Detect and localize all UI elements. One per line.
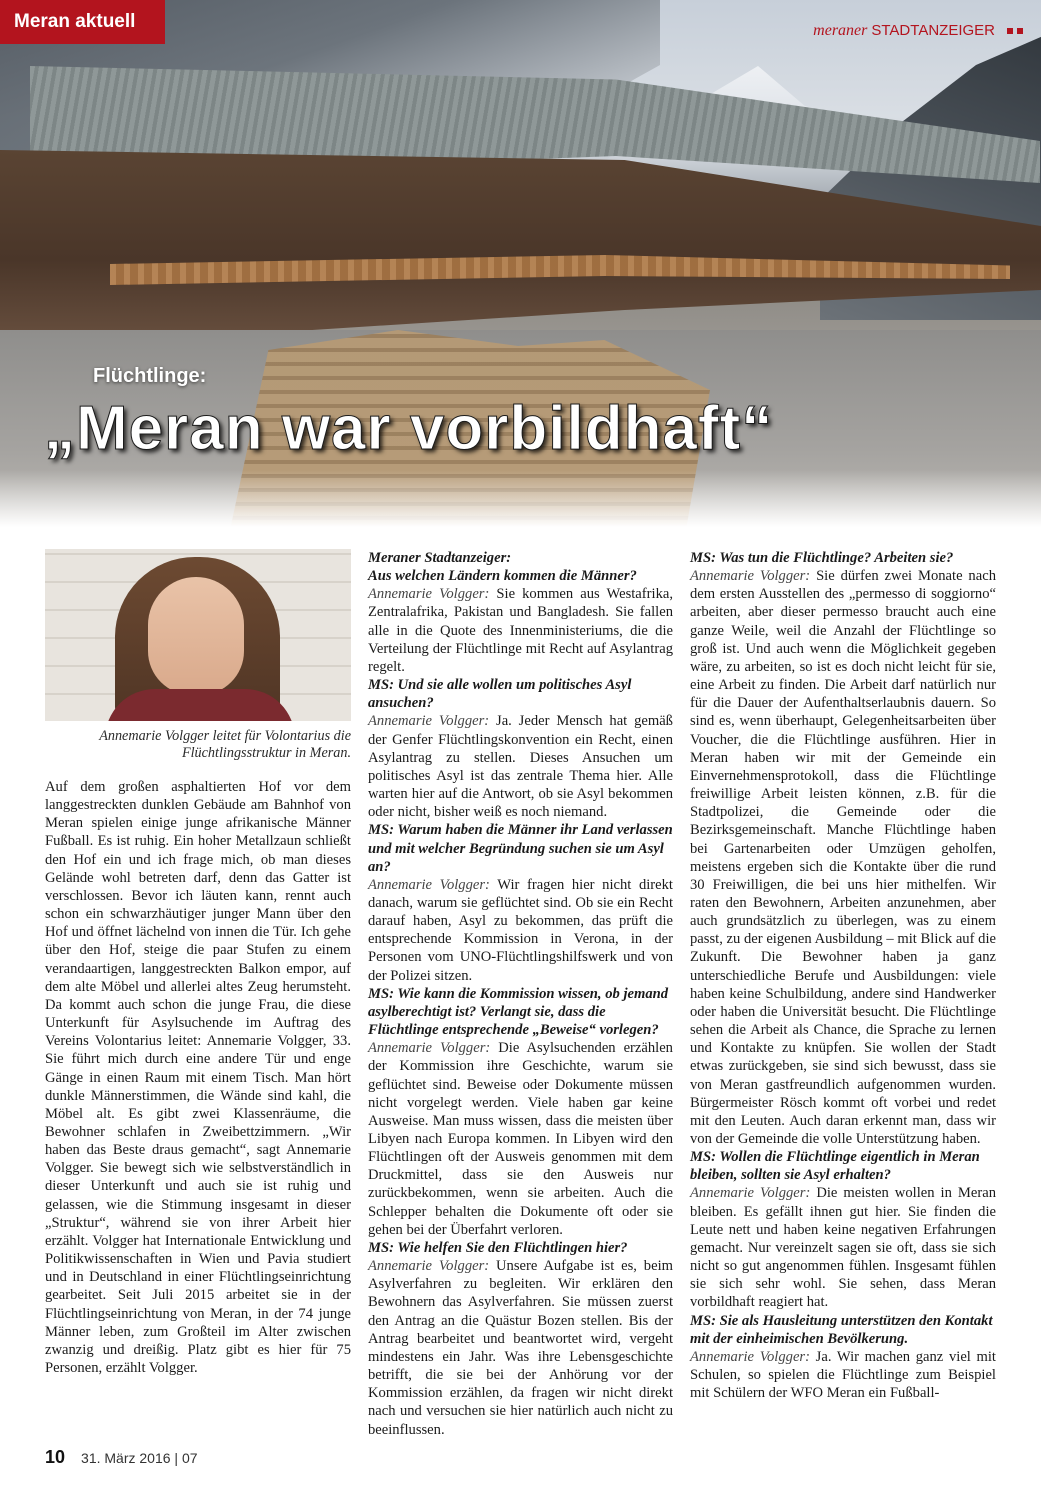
answer-speaker: Annemarie Volgger:	[690, 568, 811, 585]
interview-answer	[368, 585, 673, 676]
interview-answer	[368, 1257, 673, 1439]
article-column-2	[368, 549, 673, 1439]
article-column-3	[690, 549, 996, 1402]
interview-question: MS: Wie helfen Sie den Flüchtlingen hier?	[368, 1239, 628, 1256]
photo-fade	[0, 470, 1041, 530]
answer-text: Ja. Jeder Mensch hat gemäß der Genfer Flüchtlingskonvention ein Recht, einen Asylantrag zu stellen. Dieses Ansuchen um politisches Asyl ist das zentrale Thema hier. Alle warten hier auf die Antwort, ob sie Asyl bekommen oder nicht, bisher weiß es noch niemand.	[368, 713, 673, 821]
interview-question: Aus welchen Ländern kommen die Männer?	[368, 568, 637, 585]
section-tag: Meran aktuell	[0, 0, 165, 44]
interview-question: MS: Und sie alle wollen um politisches Asyl ansuchen?	[368, 677, 632, 712]
interview-question: MS: Wie kann die Kommission wissen, ob jemand asylberechtigt ist? Verlangt sie, dass die Flüchtlinge entsprechende „Beweise“ vorlegen?	[368, 985, 669, 1039]
logo-prefix: meraner	[813, 22, 868, 39]
interview-answer	[690, 1184, 996, 1311]
interview-question: MS: Was tun die Flüchtlinge? Arbeiten sie?	[690, 550, 954, 566]
article-column-1	[45, 778, 351, 1377]
answer-speaker: Annemarie Volgger:	[690, 1348, 810, 1365]
interview-question: MS: Warum haben die Männer ihr Land verlassen und mit welcher Begründung suchen sie um Asyl an?	[368, 822, 673, 875]
answer-text: Sie kommen aus Westafrika, Zentralafrika, Pakistan und Bangladesh. Sie fallen alle in die Quote des Innenministeriums, die die Verteilung der Flüchtlinge mit Recht auf Asylantrag regelt.	[368, 586, 673, 675]
article-intro: Auf dem großen asphaltierten Hof vor dem langgestreckten dunklen Gebäude am Bahnhof von Meran spielen einige junge afrikanische Männer Fußball. Es ist ruhig. Ein hoher Metallzaun schließt den Hof ein und ich frage mich, ob man dieses Gelände wohl betreten darf, denn das Gatter ist verschlossen. Bevor ich läuten kann, rennt auch schon ein schwarzhäutiger junger Mann über den Hof und öffnet lächelnd von innen die Tür. Ich gehe über den Hof, steige die paar Stufen zu einem verandaartigen, langgestreckten Balkon empor, auf dem alte Möbel und allerlei altes Zeug herumsteht. Da kommt auch schon die junge Frau, die diese Unterkunft für Asylsuchende im Auftrag des Vereins Volontarius leitet: Annemarie Volgger, 33. Sie führt mich durch eine andere Tür und enge Gänge in einen Raum mit einem Tisch. Man hört dunkle Männerstimmen, die Wände sind kahl, die Möbel alt. Es gibt zwei Klassenräume, die Bewohner schlafen in Zweibettzimmern. „Wir haben das Beste draus gemacht“, sagt Annemarie Volgger. Sie bewegt sich wie selbstverständlich in dieser Unterkunft und auch sie ist ruhig und gelassen, wie die Stimmung insgesamt in dieser „Struktur“, während sie von ihrer Arbeit hier erzählt. Volgger hat Internationale Entwicklung und Politikwissenschaften in Wien und Pavia studiert und in Deutschland in einer Flüchtlingseinrichtung gearbeitet. Seit Juli 2015 arbeitet sie in der Flüchtlingseinrichtung von Meran, in der 74 junge Männer leben, zum Großteil im Alter zwischen zwanzig und dreißig. Platz gibt es hier für 75 Personen, erzählt Volgger.	[45, 779, 351, 1376]
answer-text: Die Asylsuchenden erzählen der Kommission ihre Geschichte, warum sie geflüchtet sind. Beweise oder Dokumente müssen nicht vorgelegt werden. Viele haben gar keine Ausweise. Man muss wissen, dass die meisten über Libyen nach Europa kommen. In Libyen wird den Flüchtlingen oft der Ausweis genommen mit dem Druckmittel, dass sie den Ausweis nur zurückbekommen, wenn sie arbeiten. Auch die Schlepper behalten die Dokumente oft oder sie gehen bei der Überfahrt verloren.	[368, 1040, 673, 1238]
answer-text: Die meisten wollen in Meran bleiben. Es gefällt ihnen gut hier. Sie finden die Leute nett und haben keine negativen Erfahrungen gemacht. Nur vereinzelt sagen sie oft, dass sie sich nicht so gut angenommen fühlen. Insgesamt fühlen sie sich sehr wohl. Sie sehen, dass Meran vorbildhaft reagiert hat.	[690, 1185, 996, 1311]
answer-speaker: Annemarie Volgger:	[368, 1040, 491, 1057]
portrait-shirt-shape	[105, 689, 295, 721]
answer-speaker: Annemarie Volgger:	[368, 1258, 490, 1275]
interview-answer	[368, 712, 673, 821]
answer-text: Ja. Wir machen ganz viel mit Schulen, so spielen die Flüchtlinge zum Beispiel mit Schülern der WFO Meran ein Fußball-	[690, 1348, 996, 1402]
answer-speaker: Annemarie Volgger:	[368, 586, 490, 603]
answer-text: Unsere Aufgabe ist es, beim Asylverfahren zu begleiten. Wir erklären den Bewohnern das Asylverfahren. Sie müssen zuerst den Antrag an die Quästur Bozen stellen. Bis der Antrag bearbeitet und beantwortet wird, vergeht mindestens ein Jahr. Was ihre Lebensgeschichte betrifft, die sie bei der Anhörung vor der Kommission erzählen, da fragen wir nicht direkt nach und versuchen sie hier natürlich auch nicht zu beeinflussen.	[368, 1258, 673, 1438]
photo-caption: Annemarie Volgger leitet für Volontarius die Flüchtlingsstruktur in Meran.	[99, 728, 351, 761]
answer-text: Sie dürfen zwei Monate nach dem ersten Ausstellen des „permesso di soggiorno“ arbeiten, aber dieser permesso braucht auch eine ganze Weile, weil die Anzahl der Flüchtlinge so groß ist. Und auch wenn die Möglichkeit gegeben wäre, zu arbeiten, so ist es doch nicht leicht für sie, eine Arbeit zu finden. Die Arbeit darf natürlich nur für die Dauer der Aufenthaltserlaubnis dauern. So sind es, wenn überhaupt, Gelegenheitsarbeiten über Voucher, die die Flüchtlinge ausführen. Hier in Meran haben wir mit der Gemeinde ein Einvernehmensprotokoll, dass die Flüchtlinge freiwillige Arbeit leisten können, z.B. für die Stadtpolizei, die Gemeinde oder die Bezirksgemeinschaft. Manche Flüchtlinge haben bei Gartenarbeiten oder Umzügen geholfen, meistens ergeben sich die Kontakte über die rund 30 Freiwilligen, die bei uns hier mithelfen. Wir raten den Bewohnern, Arbeiten anzunehmen, aber auch grundsätzlich zu überlegen, was zu einem passt, zu der eigenen Ausbildung – mit Blick auf die Zukunft. Die Bewohner haben ja ganz unterschiedliche Berufe und Ausbildungen: viele haben keine Schulbildung, andere sind Handwerker oder haben die Universität besucht. Die Flüchtlinge sehen die Arbeit als Chance, die Sprache zu lernen und Kontakte zu knüpfen. Sie wollen der Stadt etwas zurückgeben, sie sind sich bewusst, dass sie von Meran gastfreundlich aufgenommen wurden. Bürgermeister Rösch kommt oft vorbei und redet mit den Leuten. Auch daran erkennt man, dass wir von der Gemeinde die volle Unterstützung haben.	[690, 568, 996, 1147]
logo-squares-icon	[1007, 28, 1023, 34]
answer-speaker: Annemarie Volgger:	[368, 876, 490, 893]
interview-question: Meraner Stadtanzeiger:	[368, 550, 512, 566]
answer-speaker: Annemarie Volgger:	[368, 713, 490, 730]
interview-answer	[368, 876, 673, 985]
publication-logo	[813, 22, 1023, 40]
interview-answer	[690, 1348, 996, 1402]
interview-question: MS: Sie als Hausleitung unterstützen den Kontakt mit der einheimischen Bevölkerung.	[690, 1312, 993, 1347]
portrait-face-shape	[148, 577, 244, 695]
article-kicker: Flüchtlinge:	[93, 365, 207, 387]
answer-speaker: Annemarie Volgger:	[690, 1185, 811, 1202]
page-number: 10	[45, 1447, 66, 1467]
page-footer	[45, 1448, 198, 1467]
portrait-photo	[45, 549, 351, 721]
interview-answer	[690, 567, 996, 1148]
issue-date: 31. März 2016 | 07	[81, 1450, 198, 1466]
interview-question: MS: Wollen die Flüchtlinge eigentlich in Meran bleiben, sollten sie Asyl erhalten?	[690, 1149, 980, 1184]
logo-name: STADTANZEIGER	[871, 22, 995, 39]
answer-text: Wir fragen hier nicht direkt danach, warum sie geflüchtet sind. Ob sie ein Recht darauf haben, Asyl zu bekommen, das prüft die entsprechende Kommission in Verona, in der Personen vom UNO-Flüchtlingshilfswerk und von der Polizei sitzen.	[368, 876, 673, 984]
interview-answer	[368, 1039, 673, 1239]
article-headline: „Meran war vorbildhaft“	[44, 394, 774, 463]
hero-photo	[0, 0, 1041, 530]
